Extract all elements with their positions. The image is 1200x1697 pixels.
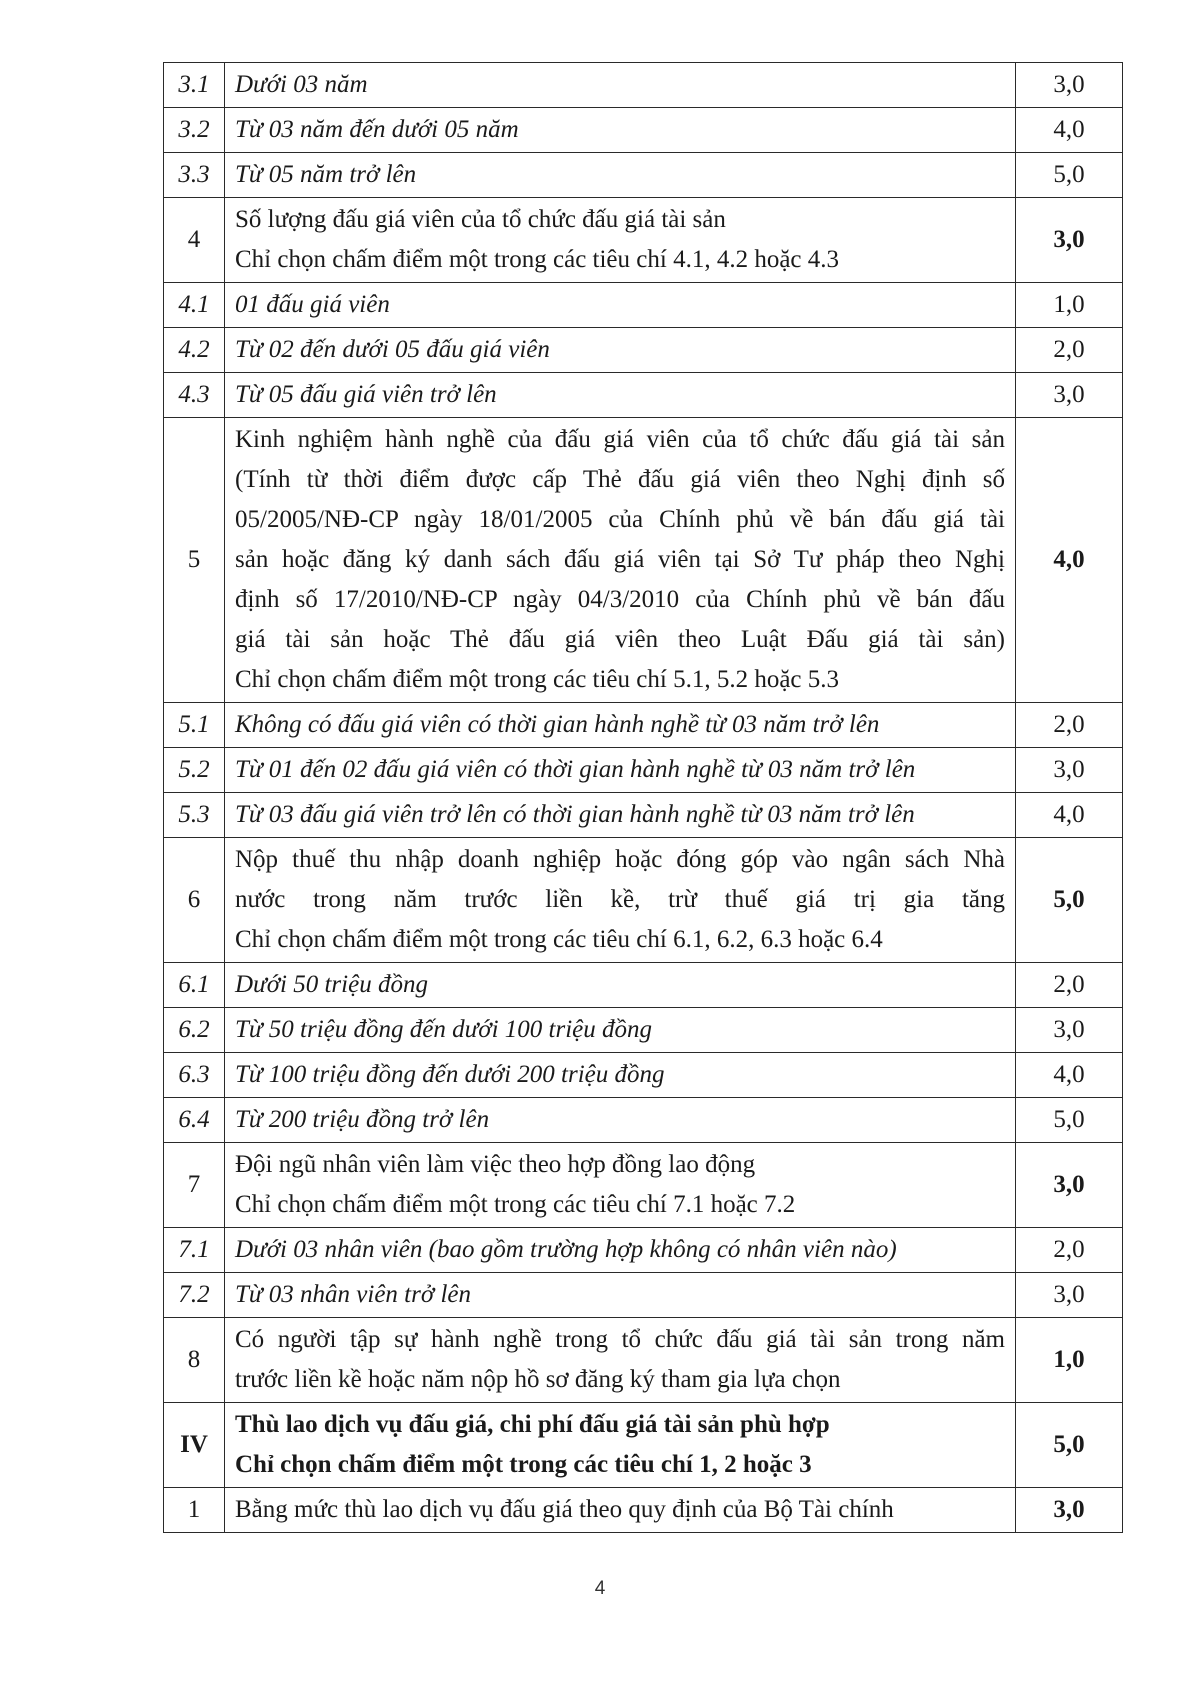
criterion-score: 3,0 xyxy=(1016,373,1123,418)
criterion-score: 5,0 xyxy=(1016,153,1123,198)
criterion-description xyxy=(225,703,1016,748)
criteria-row xyxy=(164,1228,1123,1273)
criterion-description xyxy=(225,63,1016,108)
page-number: 4 xyxy=(594,1578,606,1599)
criteria-row xyxy=(164,328,1123,373)
criterion-description xyxy=(225,1143,1016,1228)
criteria-row xyxy=(164,963,1123,1008)
description-line: Từ 03 năm đến dưới 05 năm xyxy=(235,116,519,143)
description-line: giá tài sản hoặc Thẻ đấu giá viên theo Luật Đấu giá tài sản) xyxy=(235,626,1005,653)
criterion-score: 5,0 xyxy=(1016,1098,1123,1143)
criterion-description xyxy=(225,108,1016,153)
description-line: Từ 05 năm trở lên xyxy=(235,161,417,188)
criterion-number: 7 xyxy=(164,1143,225,1228)
criteria-row xyxy=(164,418,1123,703)
criterion-description xyxy=(225,198,1016,283)
criteria-row xyxy=(164,1318,1123,1403)
criteria-row xyxy=(164,1053,1123,1098)
criterion-description xyxy=(225,418,1016,703)
criterion-description xyxy=(225,1488,1016,1533)
criterion-number: 4.3 xyxy=(164,373,225,418)
criterion-number: 6.4 xyxy=(164,1098,225,1143)
description-line: Từ 03 nhân viên trở lên xyxy=(235,1281,471,1308)
criteria-row xyxy=(164,373,1123,418)
criteria-row xyxy=(164,198,1123,283)
criteria-row xyxy=(164,793,1123,838)
description-line: nước trong năm trước liền kề, trừ thuế giá trị gia tăng xyxy=(235,886,1005,913)
description-line: Từ 50 triệu đồng đến dưới 100 triệu đồng xyxy=(235,1016,652,1043)
criterion-number: 4.2 xyxy=(164,328,225,373)
description-line: Dưới 03 nhân viên (bao gồm trường hợp không có nhân viên nào) xyxy=(235,1236,897,1263)
criterion-score: 3,0 xyxy=(1016,1008,1123,1053)
criterion-score: 5,0 xyxy=(1016,838,1123,963)
criteria-row xyxy=(164,63,1123,108)
description-line: Chỉ chọn chấm điểm một trong các tiêu chí 5.1, 5.2 hoặc 5.3 xyxy=(235,666,840,693)
criterion-number: 5 xyxy=(164,418,225,703)
criterion-score: 4,0 xyxy=(1016,418,1123,703)
criterion-number: 3.3 xyxy=(164,153,225,198)
description-line: 05/2005/NĐ-CP ngày 18/01/2005 của Chính phủ về bán đấu giá tài xyxy=(235,506,1005,533)
criterion-number: 7.2 xyxy=(164,1273,225,1318)
criterion-number: 4 xyxy=(164,198,225,283)
description-line: Từ 100 triệu đồng đến dưới 200 triệu đồng xyxy=(235,1061,665,1088)
criterion-score: 3,0 xyxy=(1016,1488,1123,1533)
criterion-score: 1,0 xyxy=(1016,283,1123,328)
description-line: Không có đấu giá viên có thời gian hành nghề từ 03 năm trở lên xyxy=(235,711,880,738)
criterion-score: 3,0 xyxy=(1016,1143,1123,1228)
criterion-number: 5.3 xyxy=(164,793,225,838)
description-line: trước liền kề hoặc năm nộp hồ sơ đăng ký tham gia lựa chọn xyxy=(235,1366,841,1393)
criteria-row xyxy=(164,748,1123,793)
description-line: Dưới 03 năm xyxy=(235,71,368,98)
criterion-number: 6 xyxy=(164,838,225,963)
criterion-number: 7.1 xyxy=(164,1228,225,1273)
criterion-score: 1,0 xyxy=(1016,1318,1123,1403)
description-line: Chỉ chọn chấm điểm một trong các tiêu chí 4.1, 4.2 hoặc 4.3 xyxy=(235,246,840,273)
criterion-score: 4,0 xyxy=(1016,108,1123,153)
description-line: Đội ngũ nhân viên làm việc theo hợp đồng lao động xyxy=(235,1151,756,1178)
criterion-number: 5.1 xyxy=(164,703,225,748)
criterion-description xyxy=(225,1008,1016,1053)
criterion-number: 4.1 xyxy=(164,283,225,328)
criterion-number: IV xyxy=(164,1403,225,1488)
criterion-description xyxy=(225,748,1016,793)
criterion-description xyxy=(225,963,1016,1008)
criterion-description xyxy=(225,1403,1016,1488)
criterion-description xyxy=(225,1053,1016,1098)
description-line: Từ 01 đến 02 đấu giá viên có thời gian hành nghề từ 03 năm trở lên xyxy=(235,756,916,783)
criterion-description xyxy=(225,1228,1016,1273)
criterion-score: 3,0 xyxy=(1016,748,1123,793)
criterion-score: 3,0 xyxy=(1016,198,1123,283)
criterion-number: 1 xyxy=(164,1488,225,1533)
criteria-row xyxy=(164,838,1123,963)
description-line: Từ 05 đấu giá viên trở lên xyxy=(235,381,497,408)
description-line: Từ 02 đến dưới 05 đấu giá viên xyxy=(235,336,550,363)
criterion-score: 2,0 xyxy=(1016,328,1123,373)
criterion-number: 8 xyxy=(164,1318,225,1403)
criterion-description xyxy=(225,1273,1016,1318)
criterion-score: 2,0 xyxy=(1016,963,1123,1008)
criterion-score: 3,0 xyxy=(1016,63,1123,108)
description-line: Chỉ chọn chấm điểm một trong các tiêu chí 1, 2 hoặc 3 xyxy=(235,1451,812,1478)
description-line: Nộp thuế thu nhập doanh nghiệp hoặc đóng góp vào ngân sách Nhà xyxy=(235,846,1005,873)
criteria-row xyxy=(164,283,1123,328)
criterion-score: 4,0 xyxy=(1016,1053,1123,1098)
criterion-description xyxy=(225,283,1016,328)
description-line: 01 đấu giá viên xyxy=(235,291,390,318)
criterion-score: 5,0 xyxy=(1016,1403,1123,1488)
criteria-row xyxy=(164,1488,1123,1533)
description-line: Số lượng đấu giá viên của tổ chức đấu giá tài sản xyxy=(235,206,726,233)
criteria-row xyxy=(164,1008,1123,1053)
description-line: Thù lao dịch vụ đấu giá, chi phí đấu giá tài sản phù hợp xyxy=(235,1411,830,1438)
criteria-table-body xyxy=(164,63,1123,1533)
criteria-row xyxy=(164,108,1123,153)
criterion-description xyxy=(225,328,1016,373)
description-line: Kinh nghiệm hành nghề của đấu giá viên của tổ chức đấu giá tài sản xyxy=(235,426,1005,453)
criterion-description xyxy=(225,793,1016,838)
criterion-score: 3,0 xyxy=(1016,1273,1123,1318)
description-line: (Tính từ thời điểm được cấp Thẻ đấu giá viên theo Nghị định số xyxy=(235,466,1005,493)
criteria-row xyxy=(164,1273,1123,1318)
criterion-description xyxy=(225,1318,1016,1403)
description-line: Bằng mức thù lao dịch vụ đấu giá theo quy định của Bộ Tài chính xyxy=(235,1496,894,1523)
criteria-row xyxy=(164,1403,1123,1488)
criteria-row xyxy=(164,153,1123,198)
criterion-description xyxy=(225,153,1016,198)
criterion-description xyxy=(225,373,1016,418)
description-line: Từ 200 triệu đồng trở lên xyxy=(235,1106,490,1133)
description-line: Có người tập sự hành nghề trong tổ chức đấu giá tài sản trong năm xyxy=(235,1326,1005,1353)
criterion-number: 3.2 xyxy=(164,108,225,153)
criterion-number: 6.1 xyxy=(164,963,225,1008)
criteria-row xyxy=(164,703,1123,748)
criterion-number: 3.1 xyxy=(164,63,225,108)
criterion-number: 6.3 xyxy=(164,1053,225,1098)
criterion-number: 6.2 xyxy=(164,1008,225,1053)
description-line: sản hoặc đăng ký danh sách đấu giá viên tại Sở Tư pháp theo Nghị xyxy=(235,546,1005,573)
description-line: Dưới 50 triệu đồng xyxy=(235,971,428,998)
criterion-score: 4,0 xyxy=(1016,793,1123,838)
criterion-description xyxy=(225,1098,1016,1143)
scoring-criteria-table xyxy=(163,62,1123,1533)
criterion-description xyxy=(225,838,1016,963)
criterion-score: 2,0 xyxy=(1016,703,1123,748)
description-line: Từ 03 đấu giá viên trở lên có thời gian hành nghề từ 03 năm trở lên xyxy=(235,801,915,828)
criterion-number: 5.2 xyxy=(164,748,225,793)
criteria-row xyxy=(164,1143,1123,1228)
description-line: Chỉ chọn chấm điểm một trong các tiêu chí 6.1, 6.2, 6.3 hoặc 6.4 xyxy=(235,926,883,953)
description-line: định số 17/2010/NĐ-CP ngày 04/3/2010 của Chính phủ về bán đấu xyxy=(235,586,1005,613)
criteria-row xyxy=(164,1098,1123,1143)
criterion-score: 2,0 xyxy=(1016,1228,1123,1273)
description-line: Chỉ chọn chấm điểm một trong các tiêu chí 7.1 hoặc 7.2 xyxy=(235,1191,796,1218)
